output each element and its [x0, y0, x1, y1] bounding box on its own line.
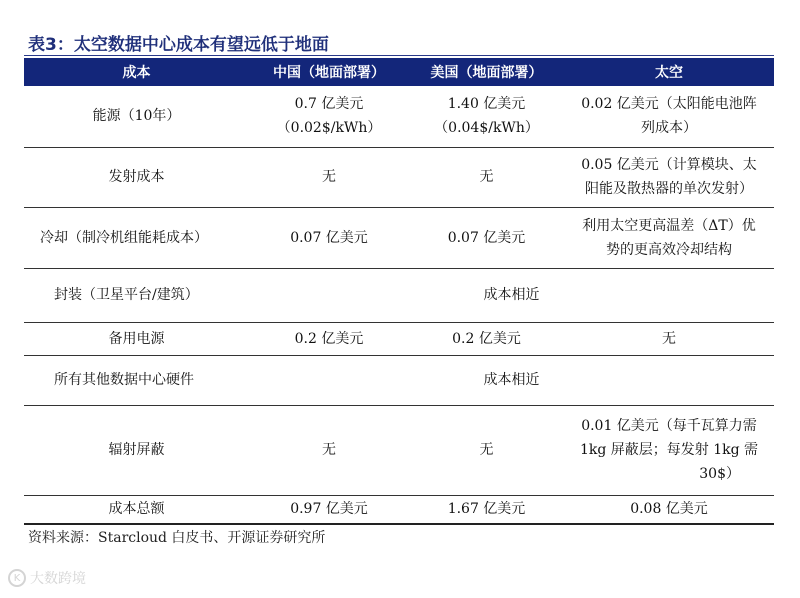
cell-usa: 无: [409, 405, 564, 495]
cell-space: 无: [564, 322, 774, 355]
row-label: 冷却（制冷机组能耗成本）: [24, 207, 249, 268]
header-china: 中国（地面部署）: [249, 58, 409, 86]
cell-space: 利用太空更高温差（ΔT）优 势的更高效冷却结构: [564, 207, 774, 268]
table-row: [24, 355, 774, 405]
cell-usa: 0.07 亿美元: [409, 207, 564, 268]
table-header-row: [24, 58, 774, 86]
cell-china: 无: [249, 405, 409, 495]
cell-china: 0.7 亿美元 （0.02$/kWh）: [249, 86, 409, 147]
row-label: 备用电源: [24, 322, 249, 355]
cell-usa: 0.2 亿美元: [409, 322, 564, 355]
table-row: [24, 86, 774, 147]
cell-china: 0.07 亿美元: [249, 207, 409, 268]
page-title: 表3：太空数据中心成本有望远低于地面: [28, 35, 329, 55]
row-label: 所有其他数据中心硬件: [24, 355, 249, 405]
cell-merged: 成本相近: [249, 355, 774, 405]
cell-china: 无: [249, 147, 409, 207]
header-usa: 美国（地面部署）: [409, 58, 564, 86]
cell-space: 0.02 亿美元（太阳能电池阵 列成本）: [564, 86, 774, 147]
table-row: [24, 495, 774, 524]
table-row: [24, 405, 774, 495]
watermark-text: 大数跨境: [30, 571, 86, 587]
cell-china: 0.2 亿美元: [249, 322, 409, 355]
row-label: 成本总额: [24, 495, 249, 524]
table-row: [24, 322, 774, 355]
row-label: 能源（10年）: [24, 86, 249, 147]
table-row: [24, 147, 774, 207]
cell-merged: 成本相近: [249, 268, 774, 322]
cell-space: 0.08 亿美元: [564, 495, 774, 524]
header-cost: 成本: [24, 58, 249, 86]
cell-space: 0.05 亿美元（计算模块、太 阳能及散热器的单次发射）: [564, 147, 774, 207]
row-label: 辐射屏蔽: [24, 405, 249, 495]
title-divider: [24, 55, 774, 56]
cost-comparison-table: [24, 58, 774, 525]
table-row: [24, 268, 774, 322]
cell-usa: 无: [409, 147, 564, 207]
table-row: [24, 207, 774, 268]
watermark-logo-icon: K: [8, 569, 26, 587]
row-label: 封装（卫星平台/建筑）: [24, 268, 249, 322]
header-space: 太空: [564, 58, 774, 86]
row-label: 发射成本: [24, 147, 249, 207]
source-note: 资料来源：Starcloud 白皮书、开源证券研究所: [28, 530, 326, 546]
cell-usa: 1.40 亿美元 （0.04$/kWh）: [409, 86, 564, 147]
watermark: [8, 568, 86, 588]
cell-usa: 1.67 亿美元: [409, 495, 564, 524]
cell-space: 0.01 亿美元（每千瓦算力需 1kg 屏蔽层；每发射 1kg 需 30$）: [564, 405, 774, 495]
cell-china: 0.97 亿美元: [249, 495, 409, 524]
